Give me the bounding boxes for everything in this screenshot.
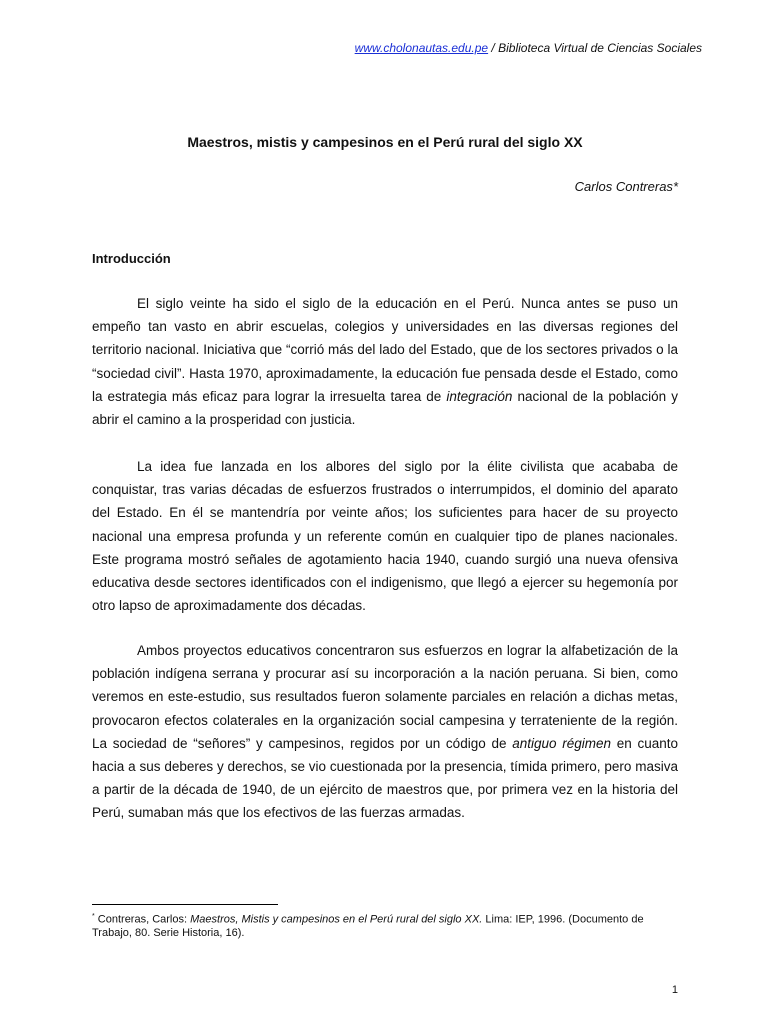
paragraph-2 <box>92 455 678 617</box>
paragraph-1 <box>92 292 678 431</box>
page-number: 1 <box>671 984 678 996</box>
footnote-separator <box>92 904 278 905</box>
footnote-mark: * <box>92 913 95 920</box>
footnote-title: Maestros, Mistis y campesinos en el Perú rural del siglo XX. <box>190 913 483 926</box>
footnote <box>92 910 678 941</box>
author-name: Carlos Contreras <box>574 179 673 194</box>
author-line <box>92 178 678 196</box>
paragraph-emphasis: antiguo régimen <box>512 735 611 751</box>
footnote-text: Lima: IEP, 1996. (Documento de Trabajo, 80. Serie Historia, 16). <box>92 913 644 940</box>
page-header <box>92 40 702 56</box>
paragraph-3 <box>92 639 678 825</box>
paragraph-text: El siglo veinte ha sido el siglo de la educación en el Perú. Nunca antes se puso un empeño tan vasto en abrir escuelas, colegios y universidades en las diversas regiones del territorio nacional. Iniciativa que “corrió más del lado del Estado, que de los sectores privados o la “sociedad civil”. Hasta 1970, aproximadamente, la educación fue pensada desde el Estado, como la estrategia más eficaz para lograr la irresuelta tarea de <box>92 296 678 404</box>
section-heading: Introducción <box>92 251 171 266</box>
paragraph-emphasis: integración <box>446 388 513 404</box>
document-title: Maestros, mistis y campesinos en el Perú rural del siglo XX <box>187 134 583 150</box>
paragraph-text: Ambos proyectos educativos concentraron sus esfuerzos en lograr la alfabetización de la población indígena serrana y procurar así su incorporación a la nación peruana. Si bien, como veremos en este-estudio, sus resultados fueron solamente parciales en relación a dichas metas, provocaron efectos colaterales en la organización social campesina y terrateniente de la región. La sociedad de “señores” y campesinos, regidos por un código de <box>92 643 678 751</box>
header-separator: / <box>488 41 499 55</box>
paragraph-text: La idea fue lanzada en los albores del siglo por la élite civilista que acababa de conquistar, tras varias décadas de esfuerzos frustrados o interrumpidos, el dominio del aparato del Estado. En él se mantendría por veinte años; los suficientes para hacer de su proyecto nacional una empresa profunda y un referente común en cualquier tipo de planes nacionales. Este programa mostró señales de agotamiento hacia 1940, cuando surgió una nueva ofensiva educativa desde sectores identificados con el indigenismo, que llegó a ejercer su hegemonía por otro lapso de aproximadamente dos décadas. <box>92 459 678 614</box>
paragraph-text: nacional de la población y abrir el camino a la prosperidad con justicia. <box>92 388 678 428</box>
library-name: Biblioteca Virtual de Ciencias Sociales <box>498 41 702 55</box>
site-link[interactable]: www.cholonautas.edu.pe <box>354 41 489 55</box>
footnote-text: Contreras, Carlos: <box>94 913 191 926</box>
paragraph-text: en cuanto hacia a sus deberes y derechos, se vio cuestionada por la presencia, tímida primero, pero masiva a partir de la década de 1940, de un ejército de maestros que, por primera vez en la historia del Perú, sumaban más que los efectivos de las fuerzas armadas. <box>92 735 678 821</box>
author-footnote-mark: * <box>672 179 678 194</box>
